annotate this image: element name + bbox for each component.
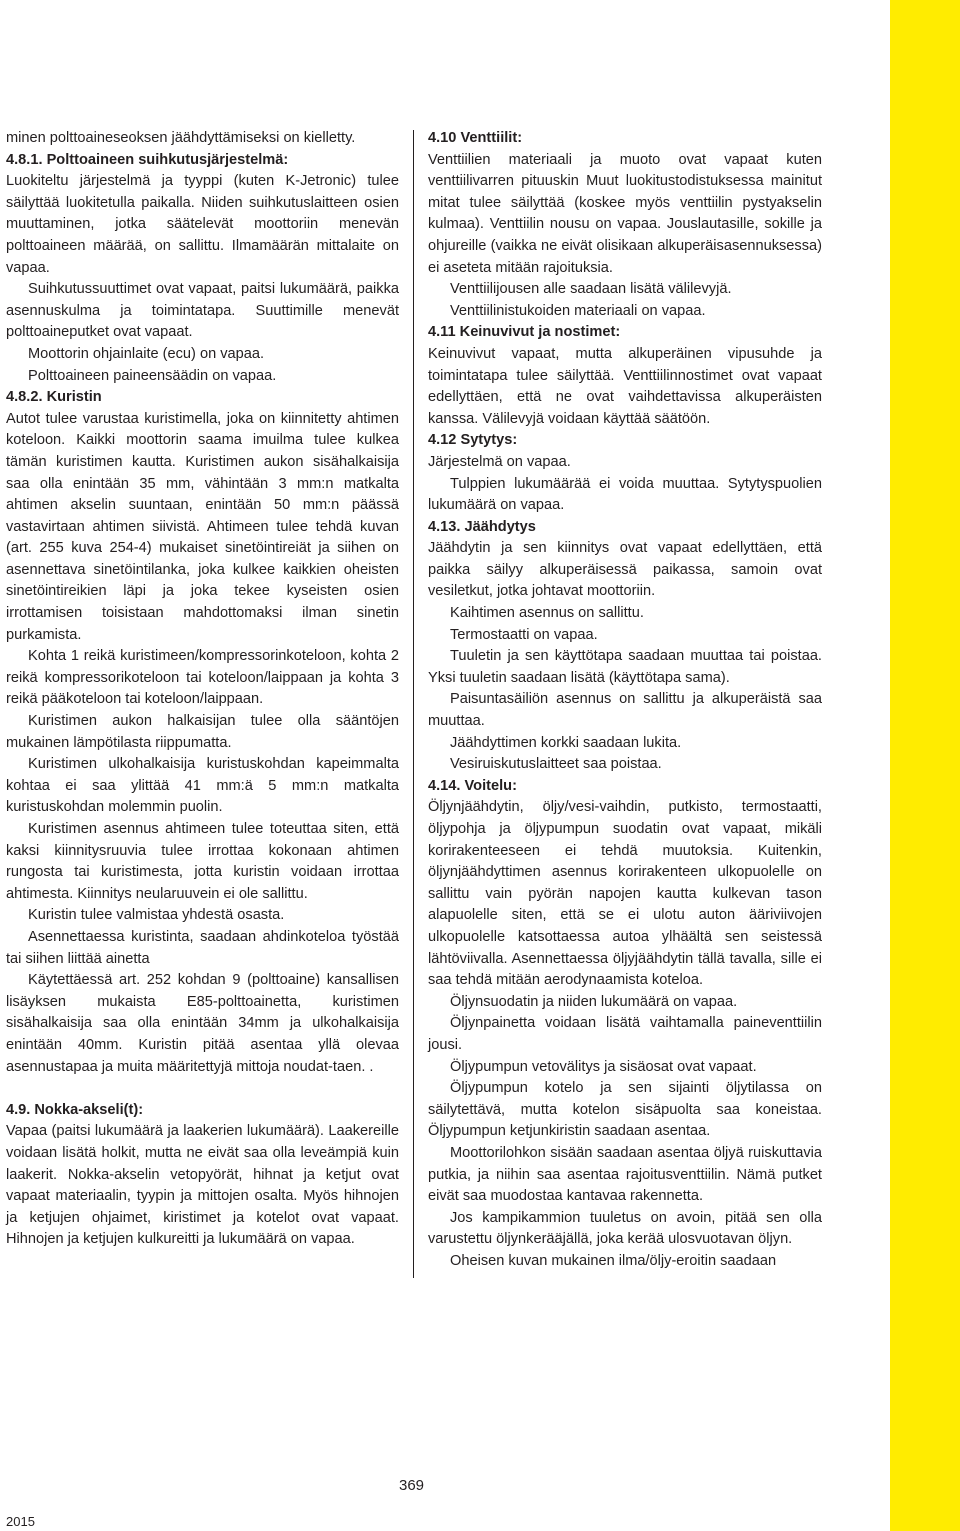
paragraph: Öljynpainetta voidaan lisätä vaihtamalla paineventtiilin jousi.	[428, 1015, 822, 1053]
section-heading: 4.12 Sytytys:	[428, 432, 518, 449]
paragraph: Vesiruiskutuslaitteet saa poistaa.	[450, 756, 662, 773]
column-divider	[413, 130, 414, 1278]
paragraph: Paisuntasäiliön asennus on sallittu ja alkuperäistä saa muuttaa.	[428, 691, 822, 730]
section-heading: 4.14. Voitelu:	[428, 777, 517, 794]
paragraph: Termostaatti on vapaa.	[450, 626, 598, 643]
paragraph: Öljypumpun vetovälitys ja sisäosat ovat vapaat.	[450, 1058, 757, 1075]
paragraph: Jos kampikammion tuuletus on avoin, pitää sen olla varustettu öljynkerääjällä, joka kerää ulosvuotavan öljyn.	[428, 1209, 822, 1248]
paragraph: minen polttoaineseoksen jäähdyttämiseksi on kielletty.	[6, 130, 356, 146]
paragraph: Suihkutussuuttimet ovat vapaat, paitsi lukumäärä, paikka asennuskulma ja toimintatapa. Suuttimille menevät polttoaineputket ovat vapaat.	[6, 281, 399, 341]
paragraph: Öljypumpun kotelo ja sen sijainti öljytilassa on säilytettävä, mutta kotelon sisäpuolta saa koneistaa. Öljypumpun ketjunkiristin saadaan asentaa.	[428, 1080, 822, 1140]
paragraph: Kuristimen asennus ahtimeen tulee toteuttaa siten, että kaksi kiinnitysruuvia tulee irrottaa kokonaan ahtimen rungosta tai kuristimesta, jotta kuristin voidaan irrottaa ahtimesta. Kiinnitys neularuuvein ei ole sallittu.	[6, 821, 399, 902]
paragraph: Luokiteltu järjestelmä ja tyyppi (kuten K-Jetronic) tulee säilyttää luokitetulla paikalla. Niiden suihkutuslaitteen osien muuttaminen, jotka säätelevät moottoriin menevän polttoaineen määrää, on sallittu. Ilmamäärän mittalaite on vapaa.	[6, 173, 399, 276]
paragraph: Kohta 1 reikä kuristimeen/kompressorinkoteloon, kohta 2 reikä kompressorikoteloon tai koteloon/laippaan ja kohta 3 reikä pääkoteloon tai koteloon/laippaan.	[6, 648, 399, 708]
paragraph: Tulppien lukumäärää ei voida muuttaa. Sytytyspuolien lukumäärä on vapaa.	[428, 475, 822, 514]
paragraph: Polttoaineen paineensäädin on vapaa.	[28, 367, 277, 384]
paragraph: Kuristimen aukon halkaisijan tulee olla sääntöjen mukainen lämpötilasta riippumatta.	[6, 713, 399, 751]
paragraph: Venttiilien materiaali ja muoto ovat vapaat kuten venttiilivarren pituuskin Muut luokitustodistuksessa mainitut mitat tulee säilyttää (koskee myös venttiilin pystyakselin kulmaa). Venttiilin nousu on vapaa. Jouslautasille, sokille ja ohjureille (vaikka ne eivät olisikaan alkuperäisasennuksessa) ei aseteta mitään rajoituksia.	[428, 151, 822, 276]
paragraph: Autot tulee varustaa kuristimella, joka on kiinnitetty ahtimen koteloon. Kaikki moottorin saama imuilma tulee kulkea tämän kuristimen kautta. Kuristimen aukon sisähalkaisija saa olla enintään 35 mm, vähintään 3 mm:n matkalta ahtimen akselin suuntaan, enintään 50 mm:n päässä vastavirtaan ahtimen siivistä. Ahtimeen tulee tehdä kuvan (art. 255 kuva 254-4) mukaiset sinetöintireiät ja siihen on asennettava sinetöintilanka, joka kulkee kaikkien oheisten sinetöintireikien läpi ja joka tekee kyseisten osien irrottamisen toisistaan mahdottomaksi ilman sinetin purkamista.	[6, 410, 399, 643]
paragraph: Kaihtimen asennus on sallittu.	[450, 605, 644, 622]
paragraph: Kuristin tulee valmistaa yhdestä osasta.	[28, 907, 285, 924]
paragraph: Asennettaessa kuristinta, saadaan ahdinkoteloa työstää tai siihen liittää ainetta	[6, 928, 399, 967]
paragraph: Järjestelmä on vapaa.	[428, 453, 571, 470]
paragraph: Tuuletin ja sen käyttötapa saadaan muuttaa tai poistaa. Yksi tuuletin saadaan lisätä (käyttötapa sama).	[428, 648, 822, 686]
paragraph: Jäähdytin ja sen kiinnitys ovat vapaat edellyttäen, että paikka säilyy alkuperäisessä paikassa, samoin ovat vesiletkut, jotka johtavat moottoriin.	[428, 540, 822, 600]
section-heading: 4.10 Venttiilit:	[428, 130, 523, 146]
paragraph: Käytettäessä art. 252 kohdan 9 (polttoaine) kansallisen lisäyksen mukaista E85-polttoainetta, kuristimen sisähalkaisija saa olla enintään 34mm ja ulkohalkaisija enintään 40mm. Kuristin pitää asentaa yllä olevaa asennustapaa ja muita määritettyjä mittoja noudat-taen. .	[6, 972, 399, 1075]
spacer	[6, 1078, 399, 1100]
section-heading: 4.8.2. Kuristin	[6, 389, 102, 406]
paragraph: Moottorilohkon sisään saadaan asentaa öljyä ruiskuttavia putkia, ja niihin saa asentaa rajoitusventtiilin. Nämä putket eivät saa muodostaa kantavaa rakennetta.	[428, 1144, 822, 1205]
paragraph: Oheisen kuvan mukainen ilma/öljy-eroitin saadaan	[450, 1252, 777, 1269]
paragraph: Moottorin ohjainlaite (ecu) on vapaa.	[28, 345, 265, 362]
right-column	[428, 128, 822, 1272]
paragraph: Vapaa (paitsi lukumäärä ja laakerien lukumäärä). Laakereille voidaan lisätä holkit, mutta ne eivät saa olla leveämpiä kuin laakerit. Nokka-akselin vetopyörät, hihnat ja ketjut ovat vapaat materiaalin, tyypin ja mittojen osalta. Myös hihnojen ja ketjujen ohjaimet, kiristimet ja kotelot ovat vapaat. Hihnojen ja ketjujen kulkureitti ja lukumäärä on vapaa.	[6, 1123, 399, 1248]
paragraph: Venttiilinistukoiden materiaali on vapaa.	[450, 302, 706, 319]
section-heading: 4.11 Keinuvivut ja nostimet:	[428, 324, 621, 341]
paragraph: Öljynjäähdytin, öljy/vesi-vaihdin, putkisto, termostaatti, öljypohja ja öljypumpun suodatin ovat vapaat, mikäli korirakenteeseen ei tehdä muutoksia. Kuitenkin, öljynjäähdyttimen asennus korirakenteen ulkopuolelle on sallittu vain pyörän napojen kautta kulkevan tason alapuolelle siten, että se ei ulotu auton ääriviivojen ulkopuolelle katsottaessa autoa ylhäältä sen seistessä lähtöviivalla. Asennettaessa öljyjäähdytin tällä tavalla, sille ei saa tehdä mitään aerodynaamista koteloa.	[428, 799, 822, 989]
paragraph: Venttiilijousen alle saadaan lisätä välilevyjä.	[450, 281, 732, 298]
paragraph: Kuristimen ulkohalkaisija kuristuskohdan kapeimmalta kohtaa ei saa ylittää 41 mm:ä 5 mm:n matkalta kuristuskohdan molemmin puolin.	[6, 756, 399, 816]
section-heading: 4.9. Nokka-akseli(t):	[6, 1101, 144, 1118]
paragraph: Jäähdyttimen korkki saadaan lukita.	[450, 734, 682, 751]
paragraph: Öljynsuodatin ja niiden lukumäärä on vapaa.	[450, 993, 738, 1010]
section-heading: 4.8.1. Polttoaineen suihkutusjärjestelmä:	[6, 151, 289, 168]
yellow-margin-bar	[890, 0, 960, 1531]
page-number: 369	[399, 1477, 425, 1494]
year-label: 2015	[6, 1514, 35, 1529]
section-heading: 4.13. Jäähdytys	[428, 518, 536, 535]
left-column	[6, 128, 399, 1251]
paragraph: Keinuvivut vapaat, mutta alkuperäinen vipusuhde ja toimintatapa tulee säilyttää. Venttiilinnostimet ovat vapaat edellyttäen, että ne ovat vaihdettavissa alkuperäisten kanssa. Välilevyjä voidaan käyttää säätöön.	[428, 345, 822, 427]
